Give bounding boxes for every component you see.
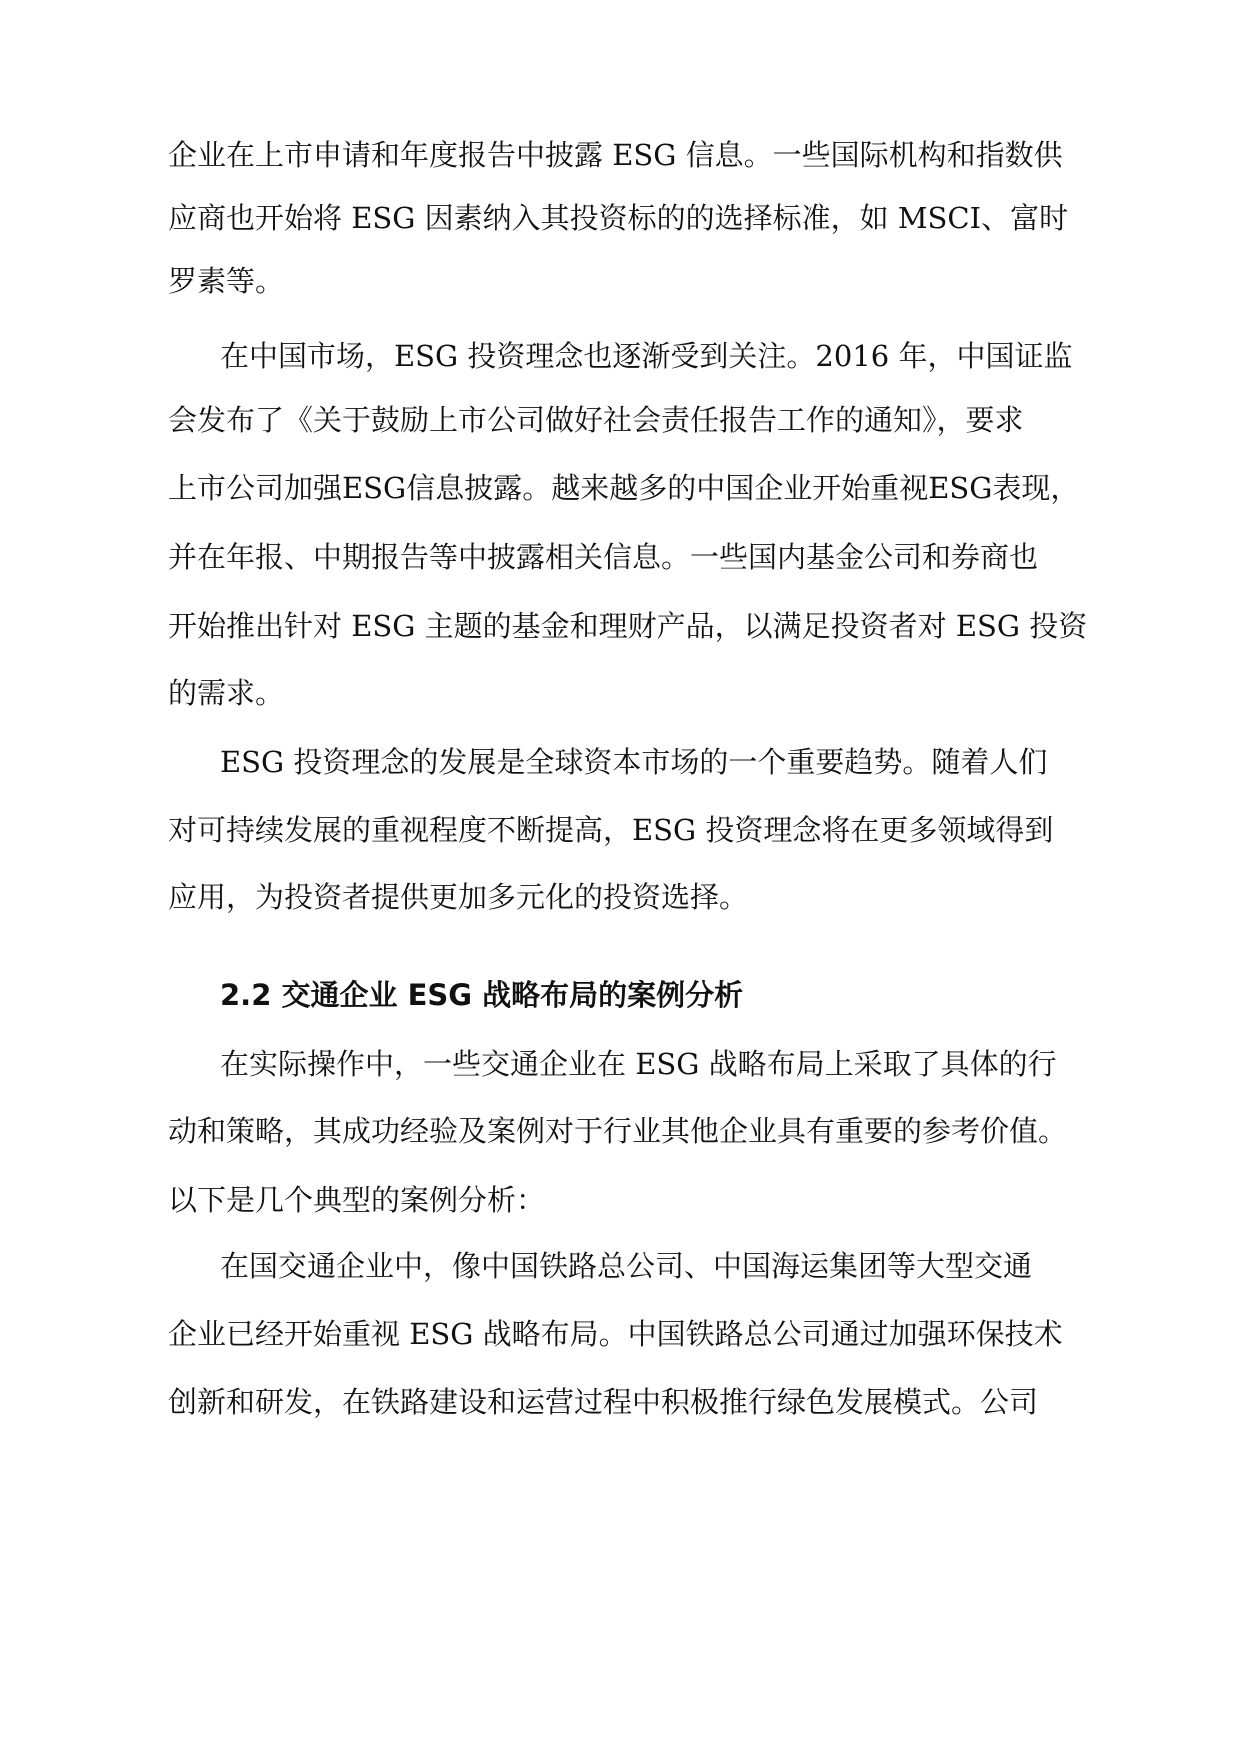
paragraph-1-line-1 — [0, 125, 1241, 185]
text-line: 会发布了《关于鼓励上市公司做好社会责任报告工作的通知》，要求 — [168, 403, 1024, 437]
paragraph-2-line-1 — [0, 326, 1241, 386]
paragraph-2-line-5 — [0, 596, 1241, 656]
text-line: 罗素等。 — [168, 264, 285, 298]
text-line: 并在年报、中期报告等中披露相关信息。一些国内基金公司和券商也 — [168, 540, 1039, 574]
paragraph-5-line-1 — [0, 1236, 1241, 1296]
text-line: 动和策略，其成功经验及案例对于行业其他企业具有重要的参考价值。 — [168, 1114, 1068, 1148]
text-line: ESG 投资理念的发展是全球资本市场的一个重要趋势。随着人们 — [220, 745, 1048, 779]
text-line: 开始推出针对 ESG 主题的基金和理财产品，以满足投资者对 ESG 投资 — [168, 609, 1088, 643]
text-line: 以下是几个典型的案例分析： — [168, 1183, 546, 1217]
text-line: 应商也开始将 ESG 因素纳入其投资标的的选择标准，如 MSCI、富时 — [168, 201, 1069, 235]
text-line: 的需求。 — [168, 676, 285, 710]
paragraph-1-line-3 — [0, 251, 1241, 311]
text-line: 在实际操作中，一些交通企业在 ESG 战略布局上采取了具体的行 — [220, 1047, 1057, 1081]
paragraph-4-line-2 — [0, 1101, 1241, 1161]
paragraph-2-line-2 — [0, 390, 1241, 450]
text-line: 企业在上市申请和年度报告中披露 ESG 信息。一些国际机构和指数供 — [168, 138, 1063, 172]
paragraph-2-line-6 — [0, 663, 1241, 723]
paragraph-5-line-2 — [0, 1304, 1241, 1364]
paragraph-3-line-1 — [0, 732, 1241, 792]
section-heading — [0, 965, 1241, 1025]
paragraph-4-line-1 — [0, 1034, 1241, 1094]
text-line: 企业已经开始重视 ESG 战略布局。中国铁路总公司通过加强环保技术 — [168, 1317, 1063, 1351]
text-line: 在国交通企业中，像中国铁路总公司、中国海运集团等大型交通 — [220, 1249, 1033, 1283]
text-line: 上市公司加强ESG信息披露。越来越多的中国企业开始重视ESG表现， — [168, 471, 1080, 505]
paragraph-3-line-3 — [0, 867, 1241, 927]
paragraph-5-line-3 — [0, 1372, 1241, 1432]
text-line: 创新和研发，在铁路建设和运营过程中积极推行绿色发展模式。公司 — [168, 1385, 1039, 1419]
paragraph-3-line-2 — [0, 800, 1241, 860]
paragraph-2-line-3 — [0, 458, 1241, 518]
text-line: 对可持续发展的重视程度不断提高，ESG 投资理念将在更多领域得到 — [168, 813, 1054, 847]
text-line: 应用，为投资者提供更加多元化的投资选择。 — [168, 880, 749, 914]
paragraph-4-line-3 — [0, 1170, 1241, 1230]
paragraph-1-line-2 — [0, 188, 1241, 248]
section-heading-text: 2.2 交通企业 ESG 战略布局的案例分析 — [220, 978, 744, 1012]
paragraph-2-line-4 — [0, 527, 1241, 587]
text-line: 在中国市场，ESG 投资理念也逐渐受到关注。2016 年，中国证监 — [220, 339, 1073, 373]
